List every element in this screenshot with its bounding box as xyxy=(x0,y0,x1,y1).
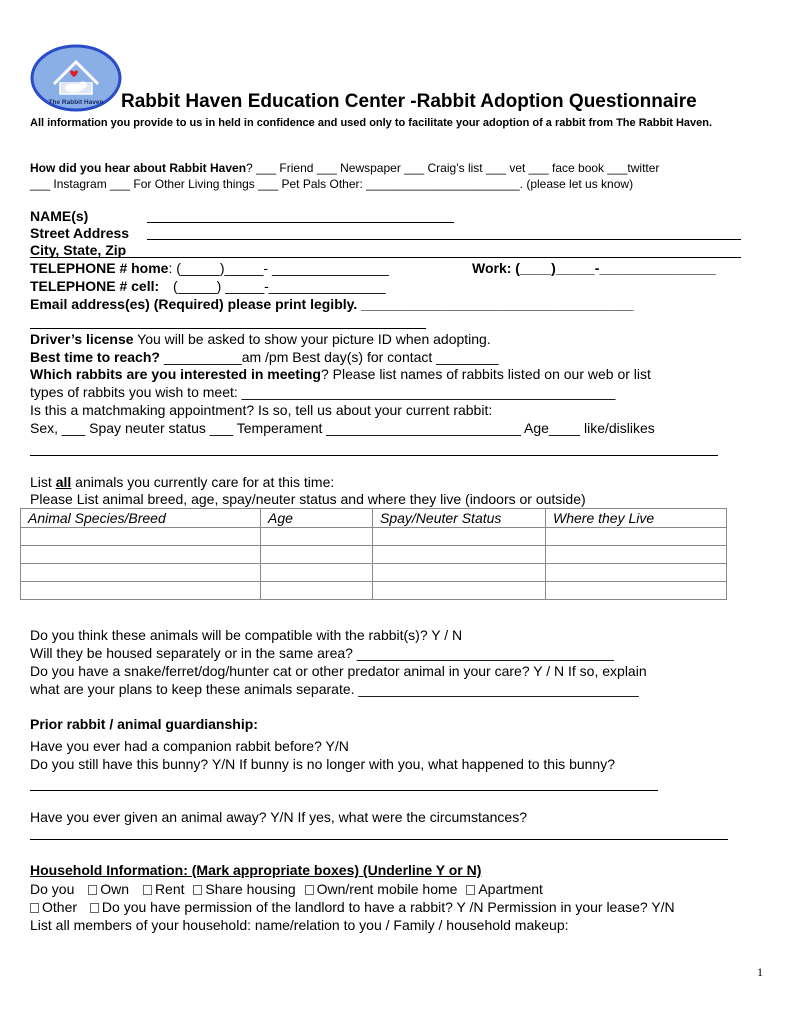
still-have-bunny-question: Do you still have this bunny? Y/N If bunny is no longer with you, what happened to this bunny? xyxy=(30,756,615,772)
apartment-label: Apartment xyxy=(478,881,543,897)
given-away-question: Have you ever given an animal away? Y/N If yes, what were the circumstances? xyxy=(30,809,527,825)
col-species: Animal Species/Breed xyxy=(21,509,261,528)
email-row[interactable]: Email address(es) (Required) please print legibly. ___________________________________ xyxy=(30,296,634,312)
share-housing-checkbox[interactable] xyxy=(193,885,202,895)
apartment-checkbox[interactable] xyxy=(466,885,475,895)
share-housing-label: Share housing xyxy=(205,881,296,897)
table-cell[interactable] xyxy=(21,546,261,564)
table-row[interactable] xyxy=(21,582,727,600)
tel-cell-label: TELEPHONE # cell: xyxy=(30,278,160,294)
intro-text: All information you provide to us in held in confidence and used only to facilitate your adoption of a rabbit from The Rabbit Haven. xyxy=(30,117,713,129)
table-cell[interactable] xyxy=(21,582,261,600)
drivers-license-row xyxy=(30,331,491,347)
rent-checkbox[interactable] xyxy=(143,885,152,895)
tel-home-label: TELEPHONE # home xyxy=(30,260,169,276)
table-row[interactable] xyxy=(21,528,727,546)
tel-home-field[interactable]: : (_____)_____- _______________ xyxy=(168,260,389,276)
drivers-license-field[interactable] xyxy=(30,328,426,329)
rent-label: Rent xyxy=(154,881,185,897)
street-field[interactable] xyxy=(147,239,741,240)
table-cell[interactable] xyxy=(261,564,373,582)
mobile-home-checkbox[interactable] xyxy=(305,885,314,895)
city-label: City, State, Zip xyxy=(30,242,127,258)
table-cell[interactable] xyxy=(373,582,546,600)
list-post: animals you currently care for at this time: xyxy=(71,474,335,490)
matchmaking-question: Is this a matchmaking appointment? Is so, tell us about your current rabbit: xyxy=(30,402,493,418)
table-cell[interactable] xyxy=(373,546,546,564)
telephone-home-row xyxy=(30,260,389,276)
predator-question: Do you have a snake/ferret/dog/hunter cat or other predator animal in your care? Y / N If so, explain xyxy=(30,663,647,679)
other-label: Other xyxy=(42,899,78,915)
tel-cell-field[interactable]: (_____) _____-_______________ xyxy=(173,278,386,294)
which-rabbits-note: ? Please list names of rabbits listed on our web or list xyxy=(320,366,651,382)
other-checkbox[interactable] xyxy=(30,903,39,913)
table-cell[interactable] xyxy=(546,564,727,582)
list-pre: List xyxy=(30,474,56,490)
own-checkbox[interactable] xyxy=(88,885,97,895)
animals-table-header xyxy=(21,509,727,528)
col-where-live: Where they Live xyxy=(546,509,727,528)
drivers-license-note: You will be asked to show your picture ID when adopting. xyxy=(133,331,491,347)
table-row[interactable] xyxy=(21,564,727,582)
hear-question: How did you hear about Rabbit Haven xyxy=(30,161,247,175)
bunny-answer-field[interactable] xyxy=(30,790,658,791)
col-age: Age xyxy=(261,509,373,528)
which-rabbits-row xyxy=(30,366,651,382)
types-of-rabbits-field[interactable]: types of rabbits you wish to meet: ________________________________________________ xyxy=(30,384,616,400)
table-cell[interactable] xyxy=(546,528,727,546)
hear-qmark: ? xyxy=(246,161,253,175)
drivers-license-label: Driver’s license xyxy=(30,331,134,347)
household-heading: Household Information: (Mark appropriate boxes) (Underline Y or N) xyxy=(30,862,482,878)
compatible-question: Do you think these animals will be compatible with the rabbit(s)? Y / N xyxy=(30,627,463,643)
permission-checkbox[interactable] xyxy=(90,903,99,913)
hear-options-2: ___ Instagram ___ For Other Living things ___ Pet Pals Other: _______________________. (please let us know) xyxy=(30,177,634,191)
which-rabbits-label: Which rabbits are you interested in meeting xyxy=(30,366,321,382)
current-rabbit-field[interactable]: Sex, ___ Spay neuter status ___ Temperament _________________________ Age____ like/dislikes xyxy=(30,420,655,436)
city-field[interactable] xyxy=(30,257,741,258)
animals-table xyxy=(20,508,727,600)
hear-options-1: ___ Friend ___ Newspaper ___ Craig’s list ___ vet ___ face book ___twitter xyxy=(256,161,660,175)
best-time-row xyxy=(30,349,499,365)
list-all: all xyxy=(55,474,72,490)
table-cell[interactable] xyxy=(261,528,373,546)
companion-rabbit-question: Have you ever had a companion rabbit before? Y/N xyxy=(30,738,349,754)
housing-options-row xyxy=(30,881,543,897)
table-cell[interactable] xyxy=(373,528,546,546)
rabbit-haven-logo xyxy=(30,44,122,112)
page-number: 1 xyxy=(757,965,763,979)
work-phone-field[interactable]: Work: (____)_____-_______________ xyxy=(472,260,717,276)
page-title: Rabbit Haven Education Center -Rabbit Adoption Questionnaire xyxy=(121,91,697,112)
table-cell[interactable] xyxy=(21,564,261,582)
prior-guardianship-heading: Prior rabbit / animal guardianship: xyxy=(30,716,258,732)
table-cell[interactable] xyxy=(261,546,373,564)
table-cell[interactable] xyxy=(21,528,261,546)
housed-separately-field[interactable]: Will they be housed separately or in the same area? _________________________________ xyxy=(30,645,614,661)
hear-line-1 xyxy=(30,161,659,175)
permission-question: Do you have permission of the landlord to have a rabbit? Y /N Permission in your lease? Y/N xyxy=(101,899,675,915)
table-row[interactable] xyxy=(21,546,727,564)
own-label: Own xyxy=(100,881,130,897)
list-animals-row xyxy=(30,474,334,490)
table-cell[interactable] xyxy=(546,582,727,600)
circumstances-field[interactable] xyxy=(30,839,728,840)
best-time-field[interactable]: __________am /pm Best day(s) for contact ________ xyxy=(159,349,499,365)
please-list-instructions: Please List animal breed, age, spay/neuter status and where they live (indoors or outside) xyxy=(30,491,586,507)
names-field[interactable] xyxy=(147,222,454,223)
best-time-label: Best time to reach? xyxy=(30,349,160,365)
names-label: NAME(s) xyxy=(30,208,89,224)
other-permission-row xyxy=(30,899,675,915)
table-cell[interactable] xyxy=(546,546,727,564)
table-cell[interactable] xyxy=(261,582,373,600)
street-label: Street Address xyxy=(30,225,130,241)
do-you-label: Do you xyxy=(30,881,75,897)
likes-dislikes-field[interactable] xyxy=(30,455,718,456)
household-members-question: List all members of your household: name/relation to you / Family / household makeup: xyxy=(30,917,569,933)
col-spay-neuter: Spay/Neuter Status xyxy=(373,509,546,528)
logo-text: The Rabbit Haven xyxy=(48,99,104,106)
separation-plans-field[interactable]: what are your plans to keep these animals separate. ____________________________________ xyxy=(30,681,639,697)
mobile-home-label: Own/rent mobile home xyxy=(316,881,458,897)
table-cell[interactable] xyxy=(373,564,546,582)
telephone-cell-row xyxy=(30,278,386,294)
